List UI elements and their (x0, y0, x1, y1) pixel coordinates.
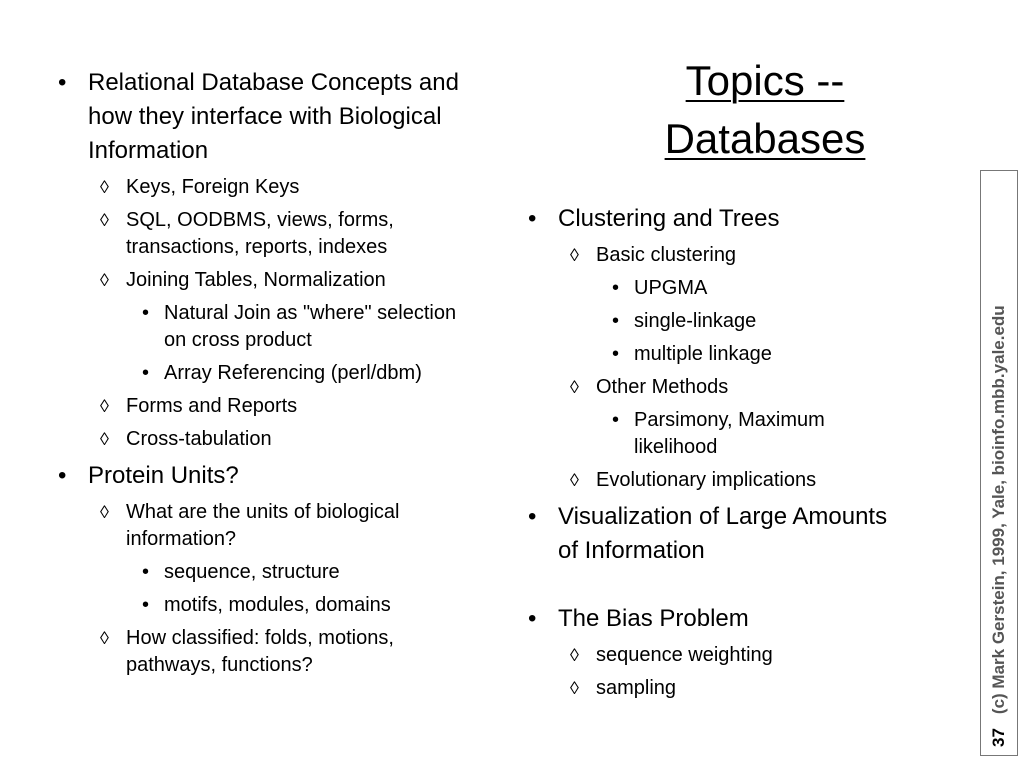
bullet-icon: • (58, 69, 67, 96)
bullet-text: What are the units of biological information? (126, 501, 400, 550)
bullet-item-level-2 (528, 467, 888, 494)
bullet-icon: • (142, 561, 150, 583)
bullet-icon: • (142, 594, 150, 616)
bullet-item-level-3 (528, 275, 888, 302)
bullet-text: Forms and Reports (126, 395, 298, 417)
bullet-text: Evolutionary implications (596, 469, 817, 491)
bullet-item-level-1 (528, 602, 888, 636)
bullet-item-level-3 (528, 341, 888, 368)
bullet-icon: • (142, 302, 150, 324)
bullet-item-level-3 (58, 592, 478, 619)
bullet-text: Parsimony, Maximum likelihood (634, 409, 825, 458)
diamond-bullet-icon: ◊ (570, 377, 579, 397)
bullet-text: UPGMA (634, 277, 708, 299)
bullet-text: SQL, OODBMS, views, forms, transactions, reports, indexes (126, 209, 394, 258)
bullet-icon: • (528, 605, 537, 632)
bullet-text: sampling (596, 677, 677, 699)
bullet-text: Basic clustering (596, 244, 737, 266)
bullet-item-level-2 (58, 426, 478, 453)
bullet-icon: • (612, 277, 620, 299)
bullet-text: motifs, modules, domains (164, 594, 391, 616)
bullet-item-level-1 (58, 459, 478, 493)
copyright-credit: (c) Mark Gerstein, 1999, Yale, bioinfo.mbb.yale.edu (989, 305, 1008, 715)
diamond-bullet-icon: ◊ (100, 502, 109, 522)
bullet-text: Natural Join as "where" selection on cross product (164, 302, 457, 351)
diamond-bullet-icon: ◊ (570, 678, 579, 698)
bullet-item-level-3 (58, 300, 478, 354)
bullet-icon: • (612, 343, 620, 365)
bullet-text: Other Methods (596, 376, 729, 398)
bullet-item-level-2 (58, 267, 478, 294)
bullet-text: Keys, Foreign Keys (126, 176, 300, 198)
bullet-item-level-2 (528, 675, 888, 702)
bullet-item-level-1 (528, 500, 888, 568)
bullet-item-level-2 (58, 499, 478, 553)
bullet-item-level-2 (528, 374, 888, 401)
diamond-bullet-icon: ◊ (570, 645, 579, 665)
bullet-text: sequence, structure (164, 561, 340, 583)
bullet-text: Joining Tables, Normalization (126, 269, 386, 291)
bullet-text: Cross-tabulation (126, 428, 272, 450)
credit-sidebar (980, 170, 1018, 756)
right-column-bullets (528, 202, 888, 708)
bullet-item-level-2 (528, 642, 888, 669)
bullet-icon: • (58, 462, 67, 489)
bullet-text: single-linkage (634, 310, 757, 332)
bullet-item-level-3 (528, 308, 888, 335)
diamond-bullet-icon: ◊ (100, 210, 109, 230)
bullet-text: How classified: folds, motions, pathways, functions? (126, 627, 394, 676)
left-column-bullets (58, 66, 478, 685)
diamond-bullet-icon: ◊ (570, 470, 579, 490)
sidebar-text (989, 305, 1009, 747)
bullet-icon: • (612, 409, 620, 431)
bullet-item-level-2 (58, 207, 478, 261)
page-number: 37 (989, 728, 1008, 747)
bullet-text: Clustering and Trees (558, 205, 780, 232)
slide-title: Topics -- Databases (664, 57, 866, 162)
bullet-text: Array Referencing (perl/dbm) (164, 362, 422, 384)
bullet-text: Visualization of Large Amounts of Information (558, 503, 888, 564)
bullet-icon: • (612, 310, 620, 332)
bullet-icon: • (528, 205, 537, 232)
diamond-bullet-icon: ◊ (100, 429, 109, 449)
bullet-icon: • (528, 503, 537, 530)
bullet-item-level-1 (528, 202, 888, 236)
diamond-bullet-icon: ◊ (570, 245, 579, 265)
bullet-item-level-1 (58, 66, 478, 168)
bullet-icon: • (142, 362, 150, 384)
bullet-item-level-2 (58, 174, 478, 201)
diamond-bullet-icon: ◊ (100, 270, 109, 290)
bullet-text: multiple linkage (634, 343, 772, 365)
bullet-item-level-2 (58, 625, 478, 679)
diamond-bullet-icon: ◊ (100, 396, 109, 416)
bullet-text: sequence weighting (596, 644, 773, 666)
diamond-bullet-icon: ◊ (100, 177, 109, 197)
bullet-item-level-3 (58, 360, 478, 387)
bullet-text: The Bias Problem (558, 605, 749, 632)
bullet-item-level-2 (528, 242, 888, 269)
diamond-bullet-icon: ◊ (100, 628, 109, 648)
bullet-item-level-2 (58, 393, 478, 420)
bullet-item-level-3 (58, 559, 478, 586)
bullet-text: Relational Database Concepts and how they interface with Biological Information (88, 69, 459, 164)
bullet-text: Protein Units? (88, 462, 239, 489)
bullet-item-level-3 (528, 407, 888, 461)
